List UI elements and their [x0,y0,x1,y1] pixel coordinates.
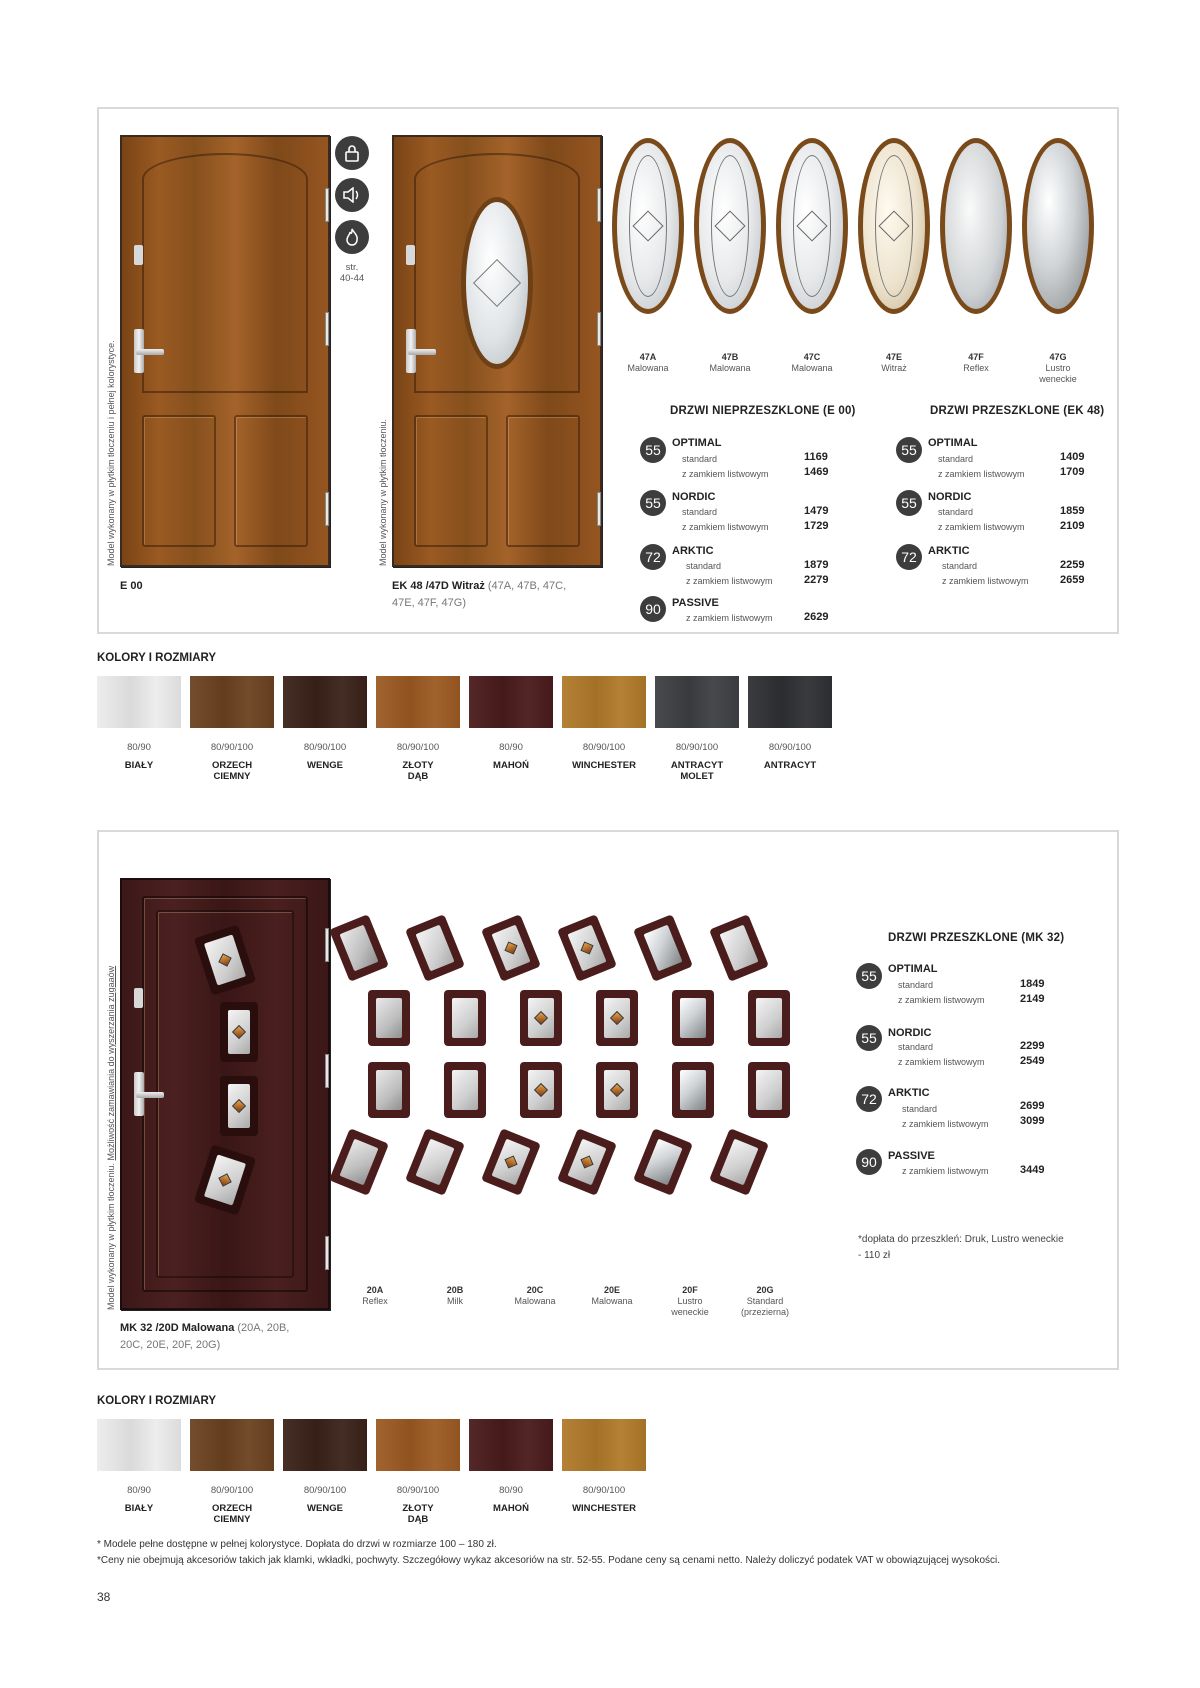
color-swatch [190,676,274,728]
color-size: 80/90 [127,1485,151,1496]
door2-caption-line2: 47E, 47F, 47G) [392,597,466,609]
color-size: 80/90/100 [582,1485,626,1496]
lock-icon [335,136,369,170]
glass-code: 20A [366,1285,384,1295]
glass-47f-image [940,138,1012,314]
color-name: BIAŁY [124,760,154,771]
glass-desc: Malowana [791,363,833,373]
thickness-badge: 55 [856,963,882,989]
price-label: z zamkiem listwowym [938,522,1025,532]
glass-code: 47A [639,352,657,362]
curved-glass-pane [368,1062,410,1118]
product-name: OPTIMAL [888,963,938,975]
door2-vertical-note: Model wykonany w płytkim tłoczeniu. [378,418,388,566]
curved-glass-pane [672,990,714,1046]
glass-code: 20E [603,1285,620,1295]
color-swatch [283,676,367,728]
colors-title: KOLORY I ROZMIARY [97,1395,217,1407]
glass-code: 20G [756,1285,774,1295]
price-label: z zamkiem listwowym [902,1166,989,1176]
door-hinge [325,312,329,346]
color-size: 80/90/100 [303,1485,347,1496]
price-value: 1709 [1060,466,1085,478]
price-label: z zamkiem listwowym [942,576,1029,586]
door-hinge [325,492,329,526]
product-name: ARKTIC [888,1087,930,1099]
curved-glass-pane [596,1062,638,1118]
price-label: standard [938,454,974,464]
product-name: ARKTIC [928,545,970,557]
thickness-badge: 55 [896,437,922,463]
color-swatch [97,676,181,728]
product-name: NORDIC [928,491,972,503]
price-value: 2109 [1060,520,1085,532]
door3-caption: MK 32 /20D Malowana (20A, 20B, [120,1322,290,1334]
color-size: 80/90/100 [675,742,719,753]
door-hinge [597,312,601,346]
price-value: 1849 [1020,978,1045,990]
color-size: 80/90 [499,742,523,753]
door1-vertical-note: Model wykonany w płytkim tłoczeniu i pełnej kolorystyce. [106,340,116,566]
price-value: 1409 [1060,451,1085,463]
price-value: 3449 [1020,1164,1045,1176]
color-name: MAHOŃ [493,1503,529,1514]
thickness-badge: 55 [640,437,666,463]
door-hinge [325,928,329,962]
glass-desc: Lustro weneckie [671,1296,709,1317]
color-name: ANTRACYT [763,760,817,771]
color-name: ANTRACYT MOLET [670,760,724,782]
product-name: PASSIVE [672,597,719,609]
price-label: standard [682,507,718,517]
curved-glass-pane [596,990,638,1046]
price-label: standard [686,561,722,571]
glass-code: 47B [721,352,739,362]
thickness-badge: 72 [856,1086,882,1112]
glass-code: 47G [1049,352,1067,362]
door-hinge [325,1236,329,1270]
color-size: 80/90/100 [396,742,440,753]
glass-desc: Lustro weneckie [1039,363,1077,384]
page-reference: str. 40-44 [339,262,365,284]
thickness-badge: 90 [640,596,666,622]
color-swatch [190,1419,274,1471]
door-ek48-image [392,135,602,567]
price-value: 1469 [804,466,829,478]
flame-icon [335,220,369,254]
price-label: z zamkiem listwowym [902,1119,989,1129]
color-name: WENGE [307,1503,343,1514]
thickness-badge: 55 [896,490,922,516]
price-value: 2299 [1020,1040,1045,1052]
page-number: 38 [97,1590,111,1604]
price-value: 1729 [804,520,829,532]
color-name: ORZECH CIEMNY [211,1503,253,1525]
colors-title: KOLORY I ROZMIARY [97,652,217,664]
thickness-badge: 55 [856,1025,882,1051]
door1-caption: E 00 [120,580,143,592]
glass-code: 20B [446,1285,464,1295]
color-name: ZŁOTY DĄB [402,760,434,782]
door3-vertical-note: Model wykonany w płytkim tłoczeniu. Możliwość zamawiania do wyszerzania zugaaów [106,965,116,1310]
door-e00-image [120,135,330,567]
color-swatch [283,1419,367,1471]
color-size: 80/90/100 [210,1485,254,1496]
color-size: 80/90 [499,1485,523,1496]
glass-desc: Reflex [963,363,989,373]
door-hinge [325,188,329,222]
curved-glass-pane [748,990,790,1046]
price-label: standard [942,561,978,571]
color-name: BIAŁY [124,1503,154,1514]
curved-glass-pane [368,990,410,1046]
glass-code: 47F [968,352,984,362]
glass-code: 20F [682,1285,698,1295]
color-name: WINCHESTER [572,1503,636,1514]
price-label: z zamkiem listwowym [682,469,769,479]
glass-desc: Reflex [362,1296,388,1306]
glass-code: 47E [885,352,902,362]
thickness-badge: 90 [856,1149,882,1175]
color-swatch [469,676,553,728]
glass-desc: Standard (przezierna) [740,1296,789,1317]
glass-surcharge-note: *dopłata do przeszkleń: Druk, Lustro weneckie - 110 zł [858,1234,1064,1261]
product-name: NORDIC [888,1027,932,1039]
price-value: 2549 [1020,1055,1045,1067]
product-name: OPTIMAL [928,437,978,449]
color-swatch [562,1419,646,1471]
price-label: z zamkiem listwowym [682,522,769,532]
glass-47c-image [776,138,848,314]
color-name: MAHOŃ [493,760,529,771]
color-size: 80/90/100 [768,742,812,753]
footnote: * Modele pełne dostępne w pełnej kolorystyce. Dopłata do drzwi w rozmiarze 100 – 180 zł. [97,1539,497,1550]
glass-47b-image [694,138,766,314]
curved-glass-pane [444,1062,486,1118]
glass-desc: Malowana [709,363,751,373]
door2-caption: EK 48 /47D Witraż (47A, 47B, 47C, [392,580,567,592]
glass-47e-image [858,138,930,314]
door-hinge [597,188,601,222]
door3-caption-line2: 20C, 20E, 20F, 20G) [120,1339,221,1351]
thickness-badge: 72 [640,544,666,570]
door-hinge [597,492,601,526]
glass-47g-image [1022,138,1094,314]
color-swatch [748,676,832,728]
price-label: z zamkiem listwowym [686,576,773,586]
color-name: ORZECH CIEMNY [211,760,253,782]
glass-desc: Malowana [514,1296,556,1306]
curved-glass-pane [520,990,562,1046]
color-swatch [376,676,460,728]
price-value: 3099 [1020,1115,1045,1127]
glass-desc: Milk [447,1296,463,1306]
price-value: 2699 [1020,1100,1045,1112]
glass-47a-image [612,138,684,314]
product-name: OPTIMAL [672,437,722,449]
price-label: standard [938,507,974,517]
thickness-badge: 55 [640,490,666,516]
color-swatch [97,1419,181,1471]
curved-glass-pane [444,990,486,1046]
product-name: ARKTIC [672,545,714,557]
price-table-title: DRZWI PRZESZKLONE (EK 48) [930,405,1105,417]
color-name: WENGE [307,760,343,771]
color-swatch [376,1419,460,1471]
price-value: 1479 [804,505,829,517]
price-table-title: DRZWI NIEPRZESZKLONE (E 00) [670,405,856,417]
price-value: 1879 [804,559,829,571]
product-name: PASSIVE [888,1150,935,1162]
price-label: standard [682,454,718,464]
door-hinge [325,1054,329,1088]
glass-code: 47C [803,352,821,362]
price-label: standard [898,980,934,990]
price-value: 2149 [1020,993,1045,1005]
color-size: 80/90 [127,742,151,753]
price-value: 2259 [1060,559,1085,571]
color-name: WINCHESTER [572,760,636,771]
door-mk32-image [120,878,330,1310]
color-size: 80/90/100 [582,742,626,753]
color-swatch [655,676,739,728]
price-label: standard [902,1104,938,1114]
color-size: 80/90/100 [396,1485,440,1496]
glass-desc: Malowana [627,363,669,373]
price-value: 1859 [1060,505,1085,517]
price-label: z zamkiem listwowym [898,1057,985,1067]
color-swatch [562,676,646,728]
glass-desc: Malowana [591,1296,633,1306]
color-name: ZŁOTY DĄB [402,1503,434,1525]
price-value: 2279 [804,574,829,586]
glass-desc: Witraż [881,363,907,373]
price-label: z zamkiem listwowym [898,995,985,1005]
speaker-sound-icon [335,178,369,212]
curved-glass-pane [520,1062,562,1118]
curved-glass-pane [748,1062,790,1118]
price-table-title: DRZWI PRZESZKLONE (MK 32) [888,932,1065,944]
curved-glass-pane [672,1062,714,1118]
color-size: 80/90/100 [303,742,347,753]
color-swatch [469,1419,553,1471]
price-label: z zamkiem listwowym [686,613,773,623]
price-label: standard [898,1042,934,1052]
footnote: *Ceny nie obejmują akcesoriów takich jak klamki, wkładki, pochwyty. Szczegółowy wykaz akcesoriów na str. 52-55. Podane ceny są cenami netto. Należy doliczyć podatek VAT w obowiązującej wysokości. [97,1555,1001,1566]
price-value: 1169 [804,451,828,463]
product-name: NORDIC [672,491,716,503]
thickness-badge: 72 [896,544,922,570]
color-size: 80/90/100 [210,742,254,753]
price-label: z zamkiem listwowym [938,469,1025,479]
glass-code: 20C [526,1285,544,1295]
price-value: 2659 [1060,574,1085,586]
price-value: 2629 [804,611,829,623]
